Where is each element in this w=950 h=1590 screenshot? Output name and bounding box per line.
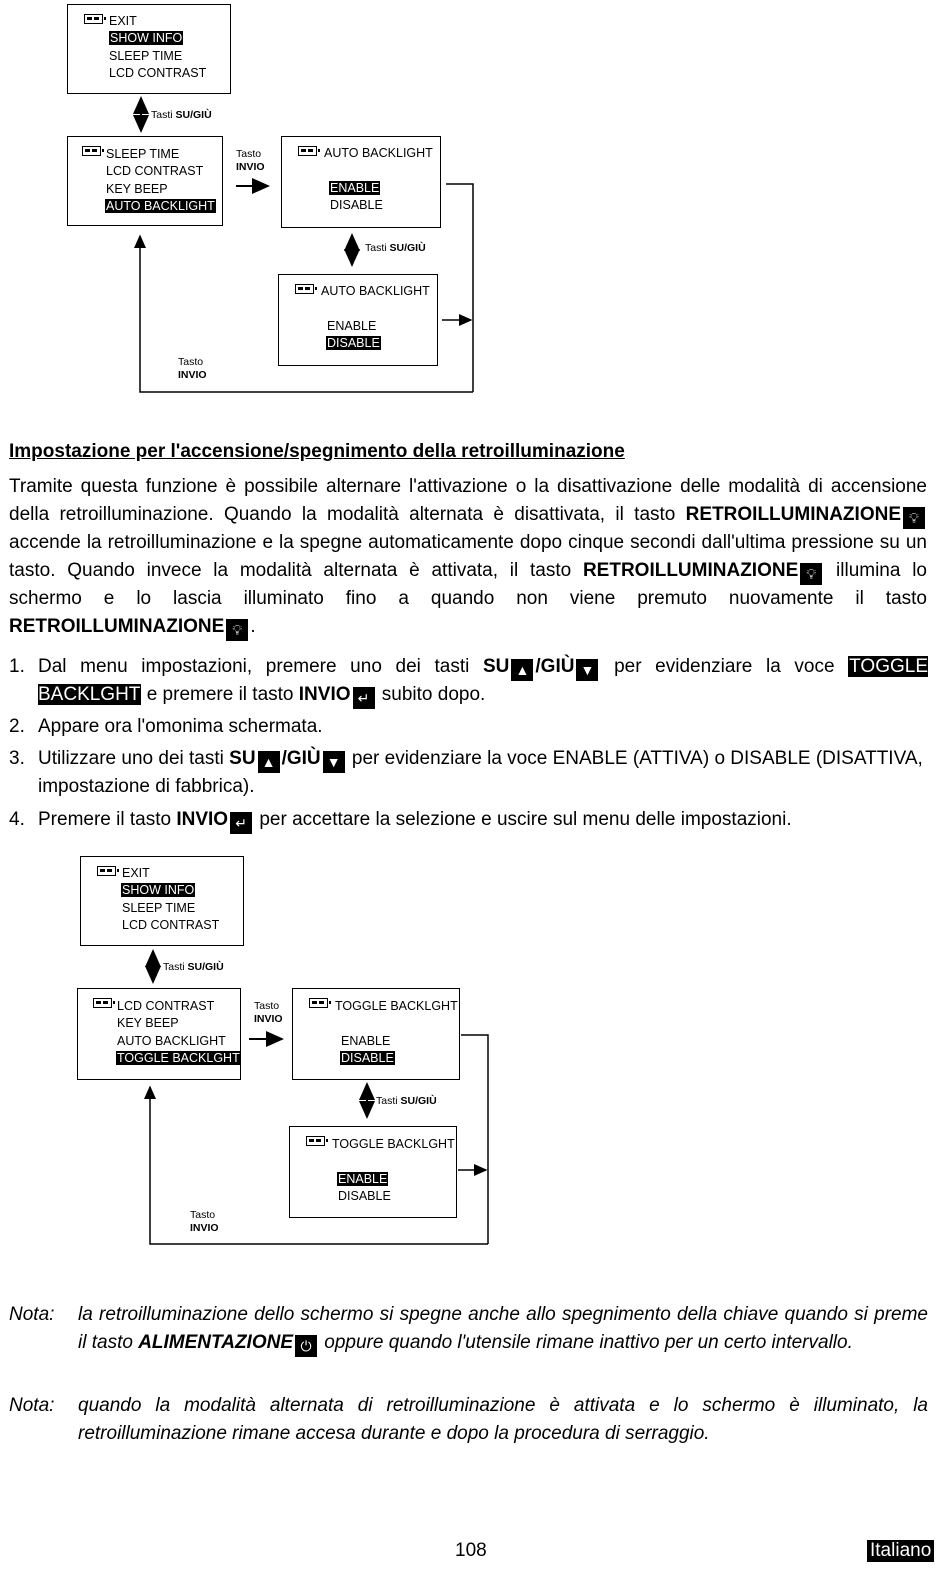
menu-item: KEY BEEP bbox=[117, 1016, 179, 1030]
intro-paragraph: Tramite questa funzione è possibile alternare l'attivazione o la disattivazione delle modalità di accensione della retroilluminazione. Quando la modalità alternata è disattivata, il tasto RETROILLUMINAZIONE 💡︎ accende la retroilluminazione e la spegne automaticamente dopo cinque secondi dall'ultima pressione su un tasto. Quando invece la modalità alternata è attivata, il tasto RETROILLUMINAZIONE 💡︎ illumina lo schermo e lo lascia illuminato fino a quando non viene premuto nuovamente il tasto RETROILLUMINAZIONE 💡︎ . bbox=[9, 473, 927, 641]
battery-icon bbox=[298, 146, 317, 156]
option-selected: DISABLE bbox=[341, 1051, 394, 1065]
menu-item: SLEEP TIME bbox=[122, 901, 196, 915]
step-3: 3. Utilizzare uno dei tasti SU ▲ /GIÙ ▼ per evidenziare la voce ENABLE (ATTIVA) o DISABLE (DISATTIVA, impostazione di fabbrica). bbox=[9, 748, 923, 797]
option-selected: DISABLE bbox=[327, 336, 380, 350]
screen-title: TOGGLE BACKLGHT bbox=[335, 999, 458, 1013]
menu-item: LCD CONTRAST bbox=[122, 918, 220, 932]
battery-icon bbox=[82, 146, 101, 156]
d1-menu-top bbox=[67, 4, 231, 94]
option: DISABLE bbox=[338, 1189, 391, 1203]
up-triangle-icon: ▲ bbox=[511, 659, 533, 681]
backlight-key-icon: 💡︎ bbox=[903, 507, 925, 529]
menu-item: LCD CONTRAST bbox=[106, 164, 204, 178]
option: ENABLE bbox=[341, 1034, 391, 1048]
enter-key-label: Tasto INVIO bbox=[236, 148, 265, 173]
battery-icon bbox=[295, 284, 314, 294]
d2-menu-left bbox=[77, 988, 241, 1080]
updown-keys-label: Tasti SU/GIÙ bbox=[376, 1095, 437, 1107]
menu-item: LCD CONTRAST bbox=[109, 66, 207, 80]
step-1: 1. Dal menu impostazioni, premere uno dei tasti SU ▲ /GIÙ ▼ per evidenziare la voce TOGGLE BACKLGHT e premere il tasto INVIO ↵ subito dopo. bbox=[9, 653, 929, 709]
menu-item: SLEEP TIME bbox=[106, 147, 180, 161]
backlight-key-icon: 💡︎ bbox=[800, 563, 822, 585]
enter-key-label: Tasto INVIO bbox=[190, 1209, 219, 1234]
d1-menu-left bbox=[67, 136, 223, 226]
menu-item: LCD CONTRAST bbox=[117, 999, 215, 1013]
menu-item-selected: SHOW INFO bbox=[122, 883, 195, 897]
down-triangle-icon: ▼ bbox=[323, 751, 345, 773]
battery-icon bbox=[306, 1136, 325, 1146]
option-selected: ENABLE bbox=[330, 181, 380, 195]
up-triangle-icon: ▲ bbox=[258, 751, 280, 773]
language-badge: Italiano bbox=[867, 1540, 934, 1562]
backlight-key-icon: 💡︎ bbox=[226, 619, 248, 641]
enter-key-label: Tasto INVIO bbox=[254, 1000, 283, 1025]
menu-item: AUTO BACKLIGHT bbox=[117, 1034, 226, 1048]
menu-item: SLEEP TIME bbox=[109, 49, 183, 63]
screen-title: AUTO BACKLIGHT bbox=[324, 146, 433, 160]
d2-toggle-backlight-disable bbox=[292, 988, 460, 1080]
updown-keys-label: Tasti SU/GIÙ bbox=[151, 109, 212, 121]
enter-key-icon: ↵ bbox=[353, 687, 375, 709]
d2-toggle-backlight-enable bbox=[289, 1126, 457, 1218]
step-2: 2. Appare ora l'omonima schermata. bbox=[9, 716, 323, 737]
down-triangle-icon: ▼ bbox=[576, 659, 598, 681]
enter-key-icon: ↵ bbox=[230, 812, 252, 834]
page-number: 108 bbox=[455, 1540, 487, 1561]
menu-item-selected: AUTO BACKLIGHT bbox=[106, 199, 215, 213]
option: DISABLE bbox=[330, 198, 383, 212]
battery-icon bbox=[309, 998, 328, 1008]
screen-title: TOGGLE BACKLGHT bbox=[332, 1137, 455, 1151]
battery-icon bbox=[97, 866, 116, 876]
option-selected: ENABLE bbox=[338, 1172, 388, 1186]
battery-icon bbox=[93, 998, 112, 1008]
option: ENABLE bbox=[327, 319, 377, 333]
menu-item: EXIT bbox=[109, 14, 137, 28]
battery-icon bbox=[84, 14, 103, 24]
d1-auto-backlight-disable bbox=[278, 274, 438, 366]
enter-key-label: Tasto INVIO bbox=[178, 356, 207, 381]
section-heading: Impostazione per l'accensione/spegnimento della retroilluminazione bbox=[9, 441, 625, 462]
screen-title: AUTO BACKLIGHT bbox=[321, 284, 430, 298]
d2-menu-top bbox=[80, 856, 244, 946]
menu-item: KEY BEEP bbox=[106, 182, 168, 196]
updown-keys-label: Tasti SU/GIÙ bbox=[365, 242, 426, 254]
updown-keys-label: Tasti SU/GIÙ bbox=[163, 961, 224, 973]
note-1: Nota: la retroilluminazione dello schermo si spegne anche allo spegnimento della chiave quando si preme il tasto ALIMENTAZIONE ⏻ oppure quando l'utensile rimane inattivo per un certo intervallo. bbox=[9, 1301, 929, 1385]
step-4: 4. Premere il tasto INVIO ↵ per accettare la selezione e uscire sul menu delle impostazioni. bbox=[9, 806, 929, 834]
menu-item-selected: TOGGLE BACKLGHT bbox=[117, 1051, 240, 1065]
note-2: Nota: quando la modalità alternata di retroilluminazione è attivata e lo schermo è illuminato, la retroilluminazione rimane accesa durante e dopo la procedura di serraggio. bbox=[9, 1395, 928, 1444]
menu-item-selected: SHOW INFO bbox=[110, 31, 183, 45]
d1-auto-backlight-enable bbox=[281, 136, 441, 228]
menu-item: EXIT bbox=[122, 866, 150, 880]
power-icon: ⏻ bbox=[295, 1335, 317, 1357]
